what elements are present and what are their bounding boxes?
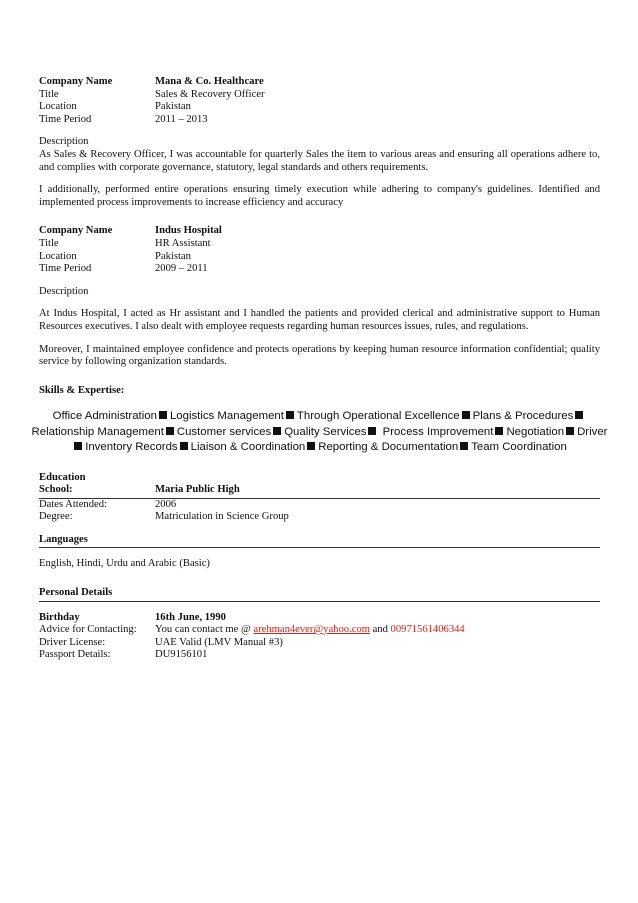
resume-page (31, 76, 608, 662)
skill-item: Liaison & Coordination (190, 441, 306, 454)
job1-paragraph-2: I additionally, performed entire operations ensuring timely execution while adhering to company's guidelines. Identified and implemented process improvements to increase efficiency and accuracy (39, 184, 600, 208)
personal-license: UAE Valid (LMV Manual #3) (155, 636, 283, 648)
education-dates: 2006 (155, 498, 177, 510)
job2-paragraph-1: At Indus Hospital, I acted as Hr assistant and I handled the patients and provided clerical and administrative support to Human Resources executives. I also dealt with employee requests regarding human resources issues, rules, and regulations. (39, 308, 600, 332)
square-bullet-icon (180, 442, 188, 450)
education-degree-label: Degree: (39, 511, 73, 523)
education-degree-row (39, 511, 600, 524)
job1-location-label: Location (39, 101, 77, 113)
skill-item: Plans & Procedures (472, 410, 574, 423)
contact-mid: and (369, 624, 391, 636)
personal-contact-row (39, 624, 600, 637)
square-bullet-icon (460, 442, 468, 450)
skill-item: Logistics Management (169, 410, 284, 423)
job2-title-label: Title (39, 237, 59, 249)
personal-passport-row (39, 649, 600, 662)
job2-paragraph-2: Moreover, I maintained employee confidence and protects operations by keeping human resource information confidential; quality service by following organization standards. (39, 343, 600, 368)
languages-text: English, Hindi, Urdu and Arabic (Basic) (39, 558, 210, 570)
square-bullet-icon (368, 427, 376, 435)
education-school-label: School: (39, 484, 73, 496)
job1-period: 2011 – 2013 (155, 113, 208, 125)
personal-license-label: Driver License: (39, 636, 106, 648)
personal-license-row (39, 637, 600, 650)
education-school: Maria Public High (155, 484, 240, 496)
square-bullet-icon (495, 427, 503, 435)
personal-contact-label: Advice for Contacting: (39, 624, 137, 636)
education-degree: Matriculation in Science Group (155, 511, 289, 523)
job2-title: HR Assistant (155, 237, 211, 249)
skills-list (31, 409, 608, 455)
job1-title-row (39, 89, 600, 102)
square-bullet-icon (273, 427, 281, 435)
square-bullet-icon (286, 411, 294, 419)
job1-company-label: Company Name (39, 76, 113, 87)
skills-heading: Skills & Expertise: (39, 384, 125, 396)
skill-item: Team Coordination (471, 441, 567, 454)
skill-item: Process Improvement (379, 425, 494, 438)
square-bullet-icon (566, 427, 574, 435)
job2-location: Pakistan (155, 250, 191, 262)
job1-paragraph-1: As Sales & Recovery Officer, I was accountable for quarterly Sales the item to various areas and ensuring all operations adhere to, and complies with corporate governance, statutory, legal standards and others requirements. (39, 148, 600, 173)
job2-period-label: Time Period (39, 263, 92, 275)
job1-description-label: Description (39, 136, 89, 148)
personal-birthday: 16th June, 1990 (155, 611, 226, 623)
skill-item: Through Operational Excellence (296, 410, 460, 423)
skill-item: Customer services (176, 425, 272, 438)
education-school-row (39, 484, 600, 499)
languages-heading: Languages (39, 534, 600, 549)
square-bullet-icon (575, 411, 583, 419)
personal-passport: DU9156101 (155, 649, 208, 661)
personal-birthday-label: Birthday (39, 611, 80, 623)
skill-item: Driver (577, 425, 608, 438)
job2-period-row (39, 263, 600, 276)
contact-prefix: You can contact me @ (155, 624, 254, 636)
skills-line-1 (31, 409, 608, 424)
square-bullet-icon (74, 442, 82, 450)
personal-passport-label: Passport Details: (39, 649, 111, 661)
square-bullet-icon (307, 442, 315, 450)
job1-period-label: Time Period (39, 113, 92, 125)
job1-title-label: Title (39, 88, 59, 100)
job2-location-row (39, 251, 600, 264)
job2-company: Indus Hospital (155, 225, 222, 237)
education-dates-row (39, 499, 600, 512)
square-bullet-icon (166, 427, 174, 435)
skill-item: Negotiation (506, 425, 565, 438)
job1-location-row (39, 101, 600, 114)
job1-title: Sales & Recovery Officer (155, 88, 265, 100)
email-link[interactable]: arehman4ever@yahoo.com (253, 624, 370, 636)
skills-line-3 (31, 440, 608, 455)
job1-period-row (39, 114, 600, 127)
personal-contact (155, 624, 600, 637)
job1-company-row (39, 76, 600, 89)
skill-item: Relationship Management (31, 425, 164, 438)
education-dates-label: Dates Attended: (39, 498, 107, 510)
job1-company: Mana & Co. Healthcare (155, 76, 264, 87)
job2-company-label: Company Name (39, 225, 113, 237)
job2-period: 2009 – 2011 (155, 263, 208, 275)
education-heading: Education (39, 471, 86, 483)
job2-company-row (39, 225, 600, 238)
job2-description-label: Description (39, 285, 89, 297)
personal-birthday-row (39, 612, 600, 625)
skill-item: Quality Services (284, 425, 367, 438)
job1-location: Pakistan (155, 101, 191, 113)
skills-line-2 (31, 425, 608, 440)
job2-title-row (39, 238, 600, 251)
skill-item: Office Administration (52, 410, 157, 423)
skill-item: Reporting & Documentation (318, 441, 459, 454)
job2-location-label: Location (39, 250, 77, 262)
skill-item: Inventory Records (85, 441, 178, 454)
square-bullet-icon (462, 411, 470, 419)
square-bullet-icon (159, 411, 167, 419)
personal-heading: Personal Details (39, 587, 600, 602)
phone-number: 00971561406344 (390, 624, 465, 636)
